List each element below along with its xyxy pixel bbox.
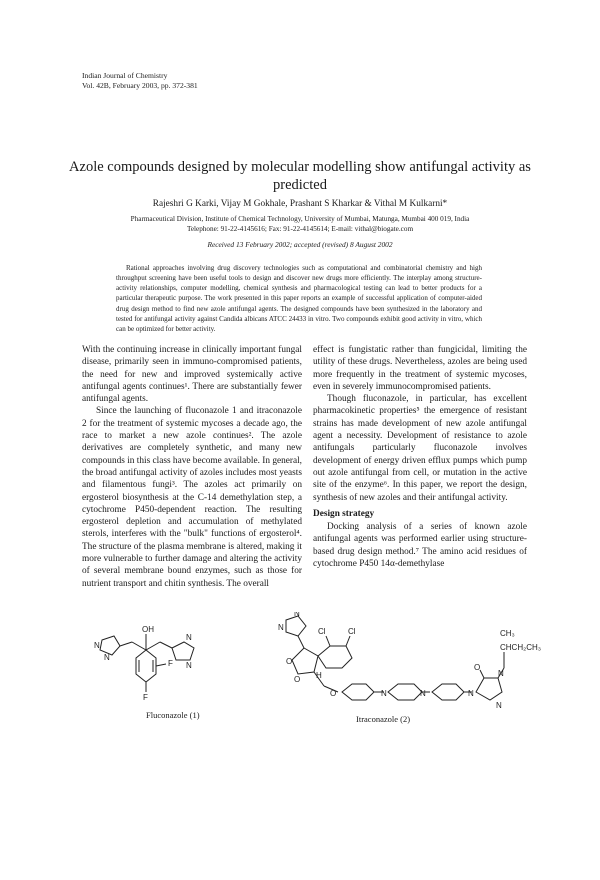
journal-name: Indian Journal of Chemistry bbox=[82, 71, 168, 80]
atom-label: O bbox=[474, 663, 481, 672]
paper-title: Azole compounds designed by molecular modelling show antifungal activity as predicted bbox=[69, 159, 531, 193]
atom-label: N bbox=[278, 623, 284, 632]
atom-label: N bbox=[94, 641, 100, 650]
received-dates: Received 13 February 2002; accepted (revised) 8 August 2002 bbox=[207, 240, 393, 249]
abstract: Rational approaches involving drug discovery technologies such as computational and combinatorial chemistry and high throughput screening have been useful tools to design and discover new drugs more efficiently. The interplay among structure-activity relationships, computer modelling, chemical synthesis and pharmacological testing can lead to better products for a particular therapeutic purpose. The work presented in this paper reports an example of successful application of computer-aided drug design method to find new azole antifungal agents. The designed compounds have been synthesized in the laboratory and tested for antifungal activity against Candida albicans ATCC 24433 in vitro. Two compounds exhibit good activity in vitro, which can be optimized for better activity. bbox=[116, 264, 482, 333]
journal-header bbox=[82, 71, 198, 91]
atom-label: N bbox=[294, 612, 300, 618]
body-column-right bbox=[313, 344, 527, 570]
atom-label: CH₃ bbox=[500, 629, 515, 638]
atom-label: O bbox=[330, 689, 337, 698]
atom-label: Cl bbox=[348, 627, 356, 636]
dichlorophenyl-ring bbox=[318, 646, 352, 668]
paragraph: Though fluconazole, in particular, has excellent pharmacokinetic properties⁵ the emergence of resistant strains has made development of new azole antifungal agent a necessity. Development of resistance to azole antifungals particularly fluconazole involves development of energy driven efflux pumps which pump out azole antifungal from cell, or mutation in the active site of the enzyme⁶. In this paper, we report the design, synthesis of new azoles and their antifungal activity. bbox=[313, 394, 527, 503]
atom-label: N bbox=[104, 653, 110, 662]
atom-label: OH bbox=[142, 625, 154, 634]
atom-label: N bbox=[186, 661, 192, 670]
atom-label: CHCH₂CH₃ bbox=[500, 643, 542, 652]
structures-figure bbox=[80, 612, 550, 742]
atom-label: O bbox=[286, 657, 293, 666]
phenyl-ring bbox=[342, 684, 374, 700]
atom-label: F bbox=[168, 659, 173, 668]
paragraph: Since the launching of fluconazole 1 and itraconazole 2 for the treatment of systemic mycoses a decade ago, the race to market a new azole continues². The azole derivatives are completely synthetic, and many new compounds in this class have become available. In general, the broad antifungal activity of azoles includes most yeasts and filamentous fungi³. The azoles act primarily on ergosterol biosynthesis at the C-14 demethylation step, a cytochrome P450-dependent reaction. The resulting ergosterol depletion and accumulation of methylated sterols, interferes with the "bulk" functions of ergosterol⁴. The structure of the plasma membrane is altered, making it more vulnerable to further damage and altering the activity of several membrane bound enzymes, such as those for nutrient transport and chitin synthesis. The overall bbox=[82, 406, 302, 589]
triazole-ring bbox=[100, 636, 120, 655]
affiliation: Pharmaceutical Division, Institute of Chemical Technology, University of Mumbai, Matunga, Mumbai 400 019, India bbox=[130, 215, 470, 223]
dioxolane-ring bbox=[292, 648, 318, 674]
contact-info: Telephone: 91-22-4145616; Fax: 91-22-4145614; E-mail: vithal@biogate.com bbox=[186, 225, 414, 233]
phenyl-ring bbox=[432, 684, 464, 700]
caption-fluconazole: Fluconazole (1) bbox=[146, 710, 200, 720]
atom-label: N bbox=[468, 689, 474, 698]
atom-label: N bbox=[498, 669, 504, 678]
piperazine-ring bbox=[388, 684, 422, 700]
paragraph: effect is fungistatic rather than fungicidal, limiting the utility of these drugs. Nevertheless, azoles are being used more frequently in the treatment of systemic mycoses, even in severely immunocompromised patients. bbox=[313, 345, 527, 392]
atom-label: N bbox=[381, 689, 387, 698]
atom-label: N bbox=[186, 633, 192, 642]
atom-label: F bbox=[143, 693, 148, 702]
atom-label: N bbox=[496, 701, 502, 710]
author-list: Rajeshri G Karki, Vijay M Gokhale, Prashant S Kharkar & Vithal M Kulkarni* bbox=[152, 199, 448, 209]
caption-itraconazole: Itraconazole (2) bbox=[356, 714, 411, 724]
triazole-ring bbox=[286, 616, 306, 636]
triazolone-ring bbox=[476, 678, 502, 700]
body-column-left bbox=[82, 344, 302, 590]
atom-label: N bbox=[420, 689, 426, 698]
section-heading: Design strategy bbox=[313, 508, 375, 519]
affiliation-block bbox=[70, 214, 530, 234]
atom-label: Cl bbox=[318, 627, 326, 636]
journal-volume: Vol. 42B, February 2003, pp. 372-381 bbox=[82, 81, 198, 90]
triazole-ring bbox=[172, 642, 194, 660]
atom-label: O bbox=[294, 675, 301, 684]
atom-label: H bbox=[316, 671, 322, 680]
paragraph: With the continuing increase in clinically important fungal disease, primarily seen in immuno-compromised patients, the need for new and improved systemically active antifungal agents continues¹. There are substantially fewer antifungal agents. bbox=[82, 345, 302, 405]
paragraph: Docking analysis of a series of known azole antifungal agents was performed earlier using structure-based drug design method.⁷ The amino acid residues of cytochrome P450 14α-demethylase bbox=[313, 522, 527, 570]
chemical-structures bbox=[80, 612, 550, 742]
